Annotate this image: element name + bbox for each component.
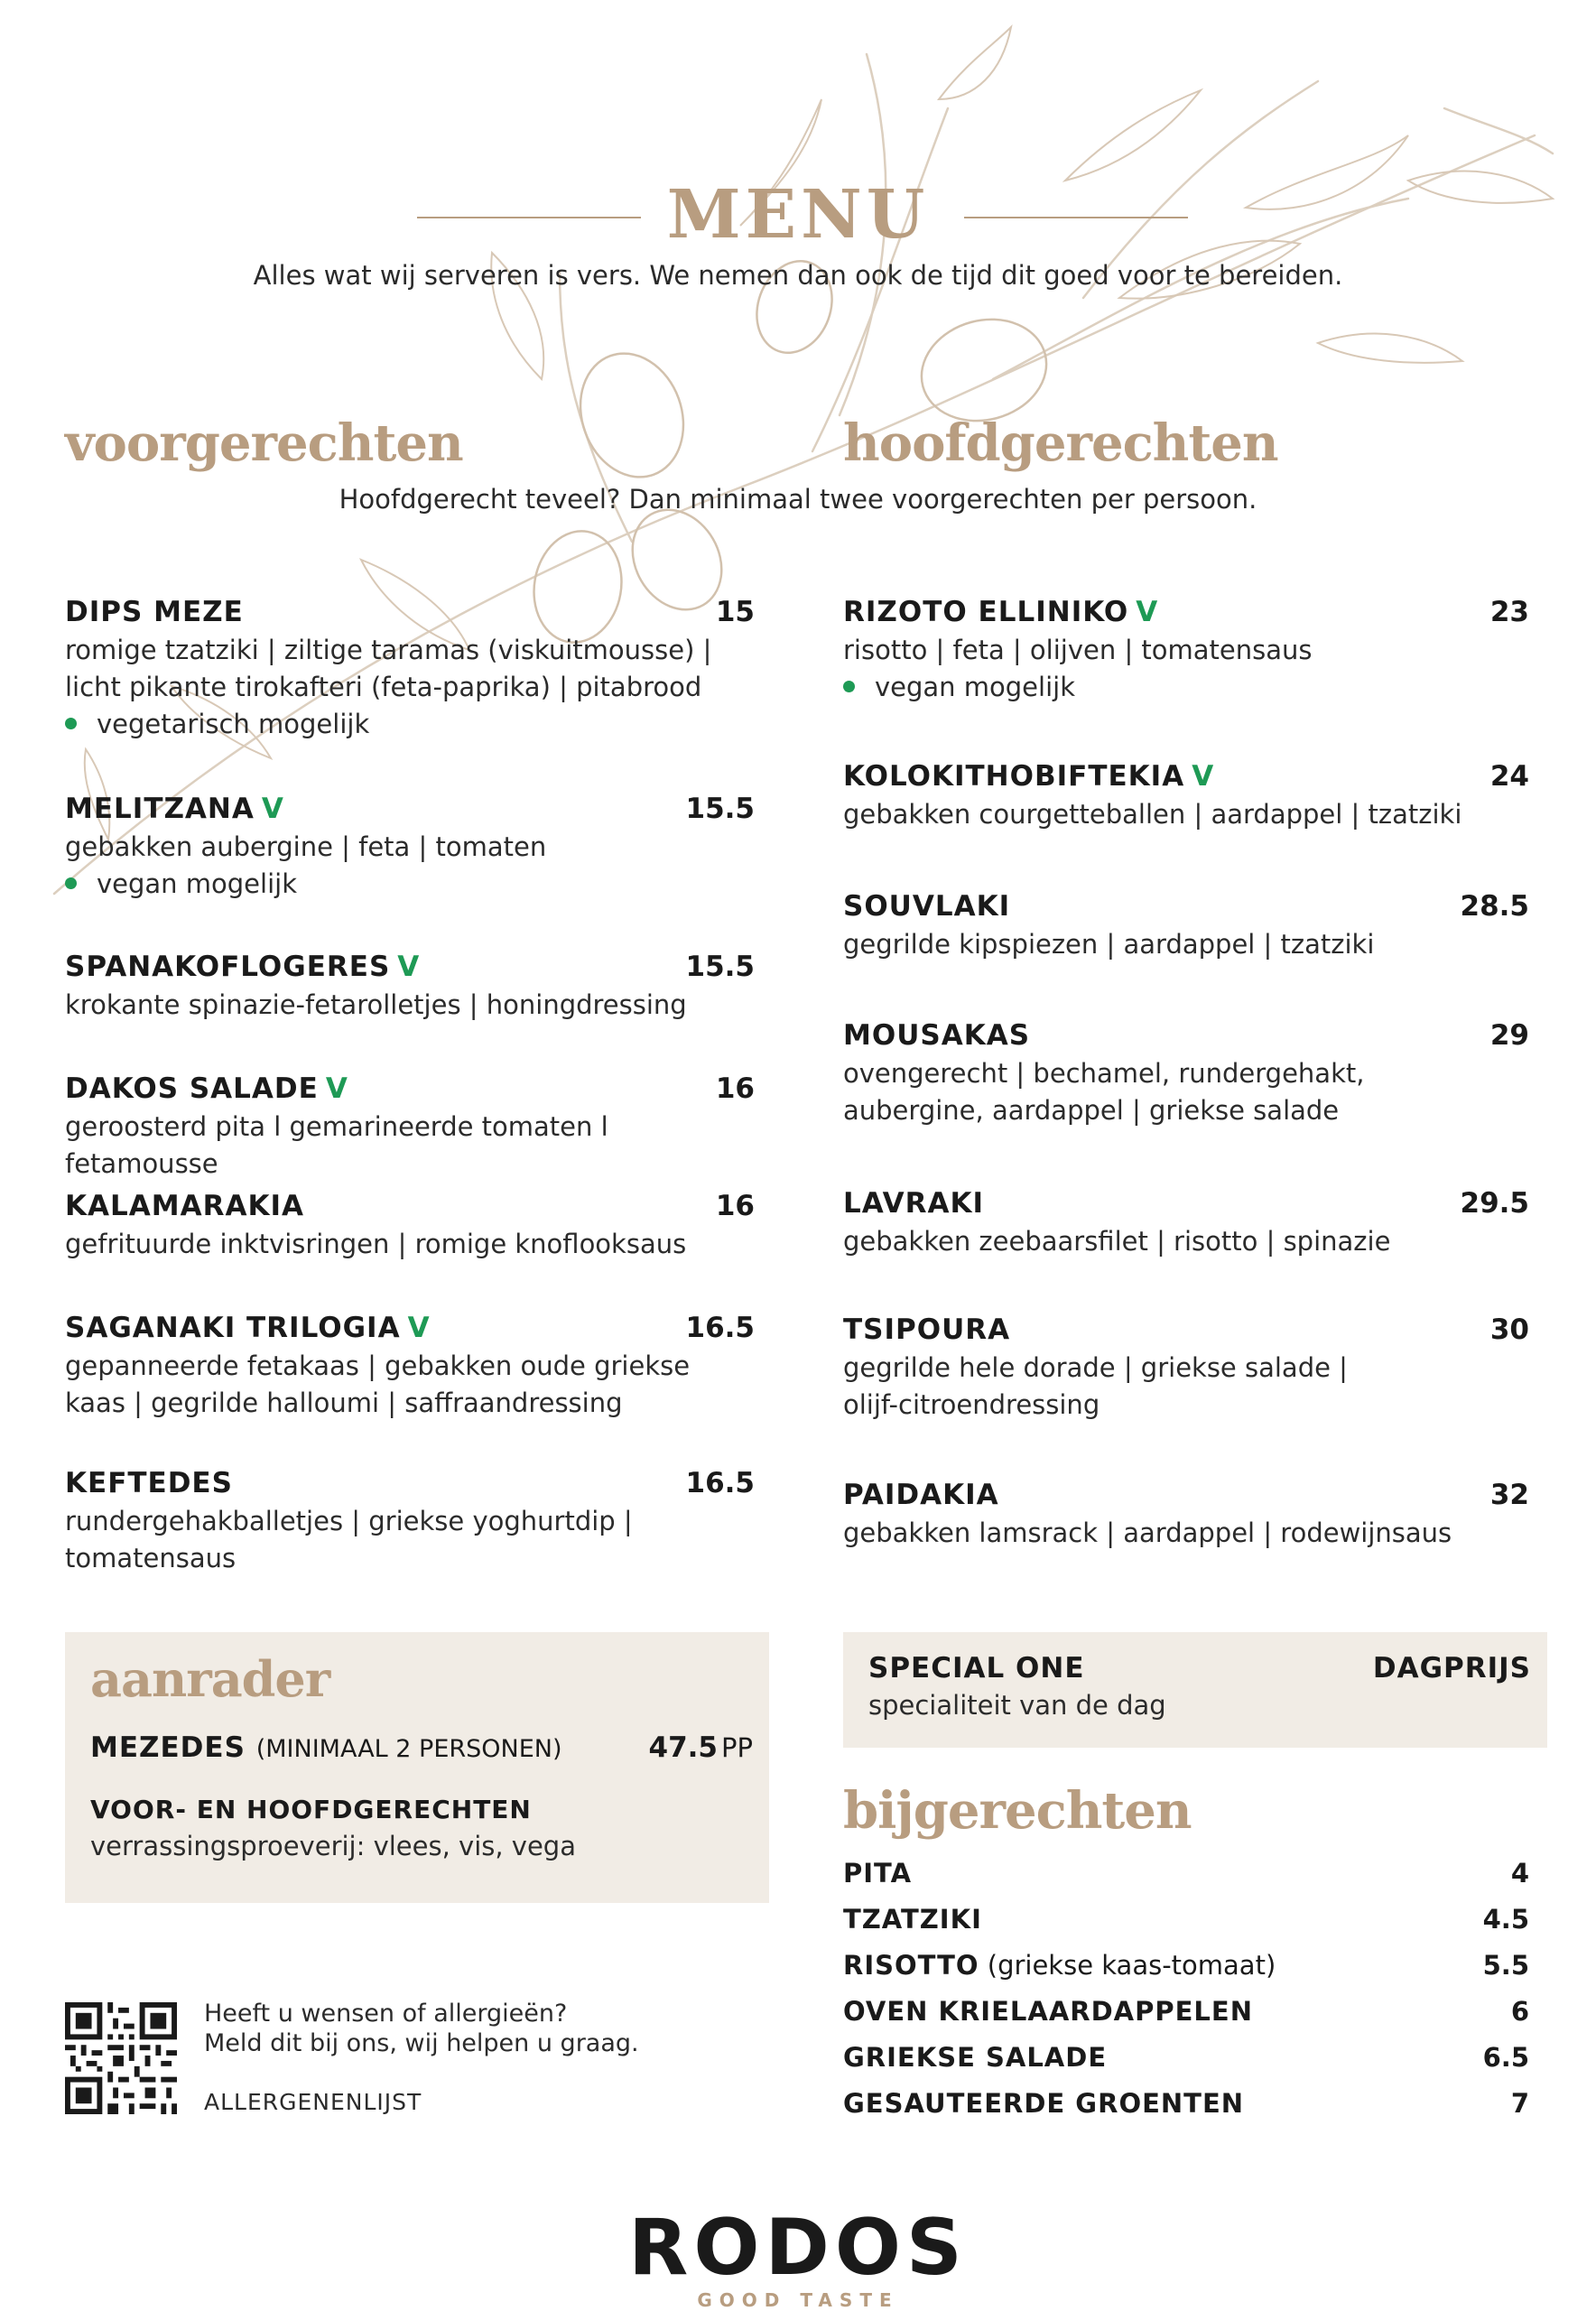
side-name: RISOTTO (griekse kaas-tomaat) xyxy=(843,1950,1276,1981)
side-name: GRIEKSE SALADE xyxy=(843,2042,1108,2073)
item-price: 15 xyxy=(715,596,755,628)
side-extra: (griekse kaas-tomaat) xyxy=(979,1950,1276,1981)
vegetarian-mark: V xyxy=(407,1312,430,1344)
menu-item-paidakia xyxy=(843,1479,1529,1552)
mezedes-description: verrassingsproeverij: vlees, vis, vega xyxy=(90,1831,576,1861)
item-description: gegrilde kipspiezen | aardappel | tzatziki xyxy=(843,929,1375,960)
vegetarian-mark: V xyxy=(397,951,420,983)
sides-section-title: bijgerechten xyxy=(843,1781,1192,1841)
item-name: KALAMARAKIA xyxy=(65,1190,305,1222)
item-description: gebakken aubergine | feta | tomaten xyxy=(65,831,547,862)
special-price: DAGPRIJS xyxy=(1372,1652,1531,1685)
side-item-tzatziki xyxy=(843,1904,1529,1950)
side-item-gesauteerde-groenten xyxy=(843,2088,1529,2134)
item-diet-note: vegetarisch mogelijk xyxy=(65,706,755,743)
side-price: 4 xyxy=(1510,1858,1529,1889)
mezedes-name: MEZEDES (MINIMAAL 2 PERSONEN) xyxy=(90,1731,562,1764)
allergy-line: Heeft u wensen of allergieën? xyxy=(204,2000,568,2028)
vegetarian-mark: V xyxy=(261,793,283,825)
item-name: PAIDAKIA xyxy=(843,1479,999,1511)
menu-item-melitzana xyxy=(65,793,755,903)
special-box xyxy=(843,1632,1547,1748)
green-dot-icon xyxy=(843,681,855,692)
item-description: romige tzatziki | ziltige taramas (viskuitmousse) | xyxy=(65,635,712,665)
special-description: specialiteit van de dag xyxy=(868,1690,1166,1721)
item-name: TSIPOURA xyxy=(843,1313,1011,1346)
menu-item-dakos-salade xyxy=(65,1072,755,1183)
item-diet-note: vegan mogelijk xyxy=(843,669,1529,706)
menu-item-rizoto-elliniko xyxy=(843,596,1529,706)
item-description: aubergine, aardappel | griekse salade xyxy=(843,1095,1340,1126)
mezedes-price: 47.5 PP xyxy=(648,1731,753,1764)
item-name: KEFTEDES xyxy=(65,1467,233,1499)
side-item-risotto xyxy=(843,1950,1529,1996)
menu-item-spanakoflogeres xyxy=(65,951,755,1024)
item-name: DAKOS SALADE xyxy=(65,1072,319,1105)
side-name: GESAUTEERDE GROENTEN xyxy=(843,2088,1245,2119)
recommendation-box xyxy=(65,1632,769,1903)
item-name: SPANAKOFLOGERES xyxy=(65,951,391,983)
item-name: SOUVLAKI xyxy=(843,890,1011,923)
vegetarian-mark: V xyxy=(1192,760,1214,793)
item-description: gebakken lamsrack | aardappel | rodewijnsaus xyxy=(843,1517,1452,1548)
menu-item-souvlaki xyxy=(843,890,1529,963)
side-price: 6 xyxy=(1510,1996,1529,2027)
side-name: PITA xyxy=(843,1858,913,1889)
brand-logo: RODOS xyxy=(628,2203,968,2293)
item-description: krokante spinazie-fetarolletjes | honingdressing xyxy=(65,989,687,1020)
item-description: rundergehakballetjes | griekse yoghurtdip | xyxy=(65,1506,633,1536)
menu-item-lavraki xyxy=(843,1187,1529,1260)
item-name: LAVRAKI xyxy=(843,1187,985,1220)
menu-item-dips-meze xyxy=(65,596,755,743)
item-name: RIZOTO ELLINIKO xyxy=(843,596,1129,628)
side-name: OVEN KRIELAARDAPPELEN xyxy=(843,1996,1253,2027)
menu-header xyxy=(0,176,1596,266)
item-description: gepanneerde fetakaas | gebakken oude griekse xyxy=(65,1350,691,1381)
allergy-line: Meld dit bij ons, wij helpen u graag. xyxy=(204,2029,639,2057)
item-price: 16.5 xyxy=(685,1467,755,1499)
mezedes-subtitle: VOOR- EN HOOFDGERECHTEN xyxy=(90,1795,532,1824)
item-price: 30 xyxy=(1489,1313,1529,1346)
menu-title: MENU xyxy=(666,176,930,254)
menu-item-tsipoura xyxy=(843,1313,1529,1424)
green-dot-icon xyxy=(65,718,77,729)
menu-item-kalamarakia xyxy=(65,1190,755,1263)
side-price: 6.5 xyxy=(1482,2042,1529,2073)
side-price: 4.5 xyxy=(1482,1904,1529,1935)
menu-item-saganaki-trilogia xyxy=(65,1312,755,1422)
portion-note: Hoofdgerecht teveel? Dan minimaal twee voorgerechten per persoon. xyxy=(339,484,1257,515)
qr-code-icon[interactable] xyxy=(65,2002,177,2114)
side-price: 7 xyxy=(1510,2088,1529,2119)
item-diet-note: vegan mogelijk xyxy=(65,866,755,903)
sides-list xyxy=(843,1858,1529,2134)
price-unit: PP xyxy=(721,1732,753,1763)
side-item-oven-krielaardappelen xyxy=(843,1996,1529,2042)
mains-section-title: hoofdgerechten xyxy=(843,413,1278,473)
item-price: 28.5 xyxy=(1460,890,1529,923)
item-description: tomatensaus xyxy=(65,1543,237,1573)
special-name: SPECIAL ONE xyxy=(868,1652,1085,1685)
item-price: 23 xyxy=(1489,596,1529,628)
item-description: gegrilde hele dorade | griekse salade | xyxy=(843,1352,1348,1383)
item-description: licht pikante tirokafteri (feta-paprika) | pitabrood xyxy=(65,672,702,702)
item-description: gebakken zeebaarsfilet | risotto | spinazie xyxy=(843,1226,1391,1257)
title-rule-right xyxy=(964,217,1188,218)
allergy-note xyxy=(204,1999,639,2058)
side-item-pita xyxy=(843,1858,1529,1904)
menu-item-keftedes xyxy=(65,1467,755,1577)
item-price: 16 xyxy=(715,1072,755,1105)
item-price: 24 xyxy=(1489,760,1529,793)
side-item-griekse-salade xyxy=(843,2042,1529,2088)
item-name: MELITZANA xyxy=(65,793,255,825)
menu-tagline: Alles wat wij serveren is vers. We nemen dan ook de tijd dit goed voor te bereiden. xyxy=(253,260,1343,291)
item-name: DIPS MEZE xyxy=(65,596,244,628)
side-name: TZATZIKI xyxy=(843,1904,982,1935)
green-dot-icon xyxy=(65,877,77,889)
item-description: risotto | feta | olijven | tomatensaus xyxy=(843,635,1313,665)
recommendation-title: aanrader xyxy=(90,1650,330,1708)
item-price: 15.5 xyxy=(685,793,755,825)
item-price: 32 xyxy=(1489,1479,1529,1511)
starters-section-title: voorgerechten xyxy=(65,413,463,473)
item-description: gefrituurde inktvisringen | romige knoflooksaus xyxy=(65,1229,687,1259)
item-price: 15.5 xyxy=(685,951,755,983)
vegetarian-mark: V xyxy=(325,1072,348,1105)
item-price: 16.5 xyxy=(685,1312,755,1344)
item-name: MOUSAKAS xyxy=(843,1019,1031,1052)
item-name: SAGANAKI TRILOGIA xyxy=(65,1312,401,1344)
item-description: olijf-citroendressing xyxy=(843,1389,1100,1420)
vegetarian-mark: V xyxy=(1136,596,1158,628)
item-price: 16 xyxy=(715,1190,755,1222)
item-description: ovengerecht | bechamel, rundergehakt, xyxy=(843,1058,1365,1089)
mezedes-minimum: (MINIMAAL 2 PERSONEN) xyxy=(255,1735,562,1763)
item-description: kaas | gegrilde halloumi | saffraandressing xyxy=(65,1388,623,1418)
side-price: 5.5 xyxy=(1482,1950,1529,1981)
item-price: 29.5 xyxy=(1460,1187,1529,1220)
menu-item-mousakas xyxy=(843,1019,1529,1129)
menu-item-kolokithobiftekia xyxy=(843,760,1529,833)
brand-tagline: GOOD TASTE xyxy=(697,2289,899,2311)
allergen-list-link[interactable]: ALLERGENENLIJST xyxy=(204,2089,422,2115)
item-description: geroosterd pita l gemarineerde tomaten l fetamousse xyxy=(65,1111,608,1179)
item-description: gebakken courgetteballen | aardappel | tzatziki xyxy=(843,799,1462,830)
item-price: 29 xyxy=(1489,1019,1529,1052)
item-name: KOLOKITHOBIFTEKIA xyxy=(843,760,1185,793)
